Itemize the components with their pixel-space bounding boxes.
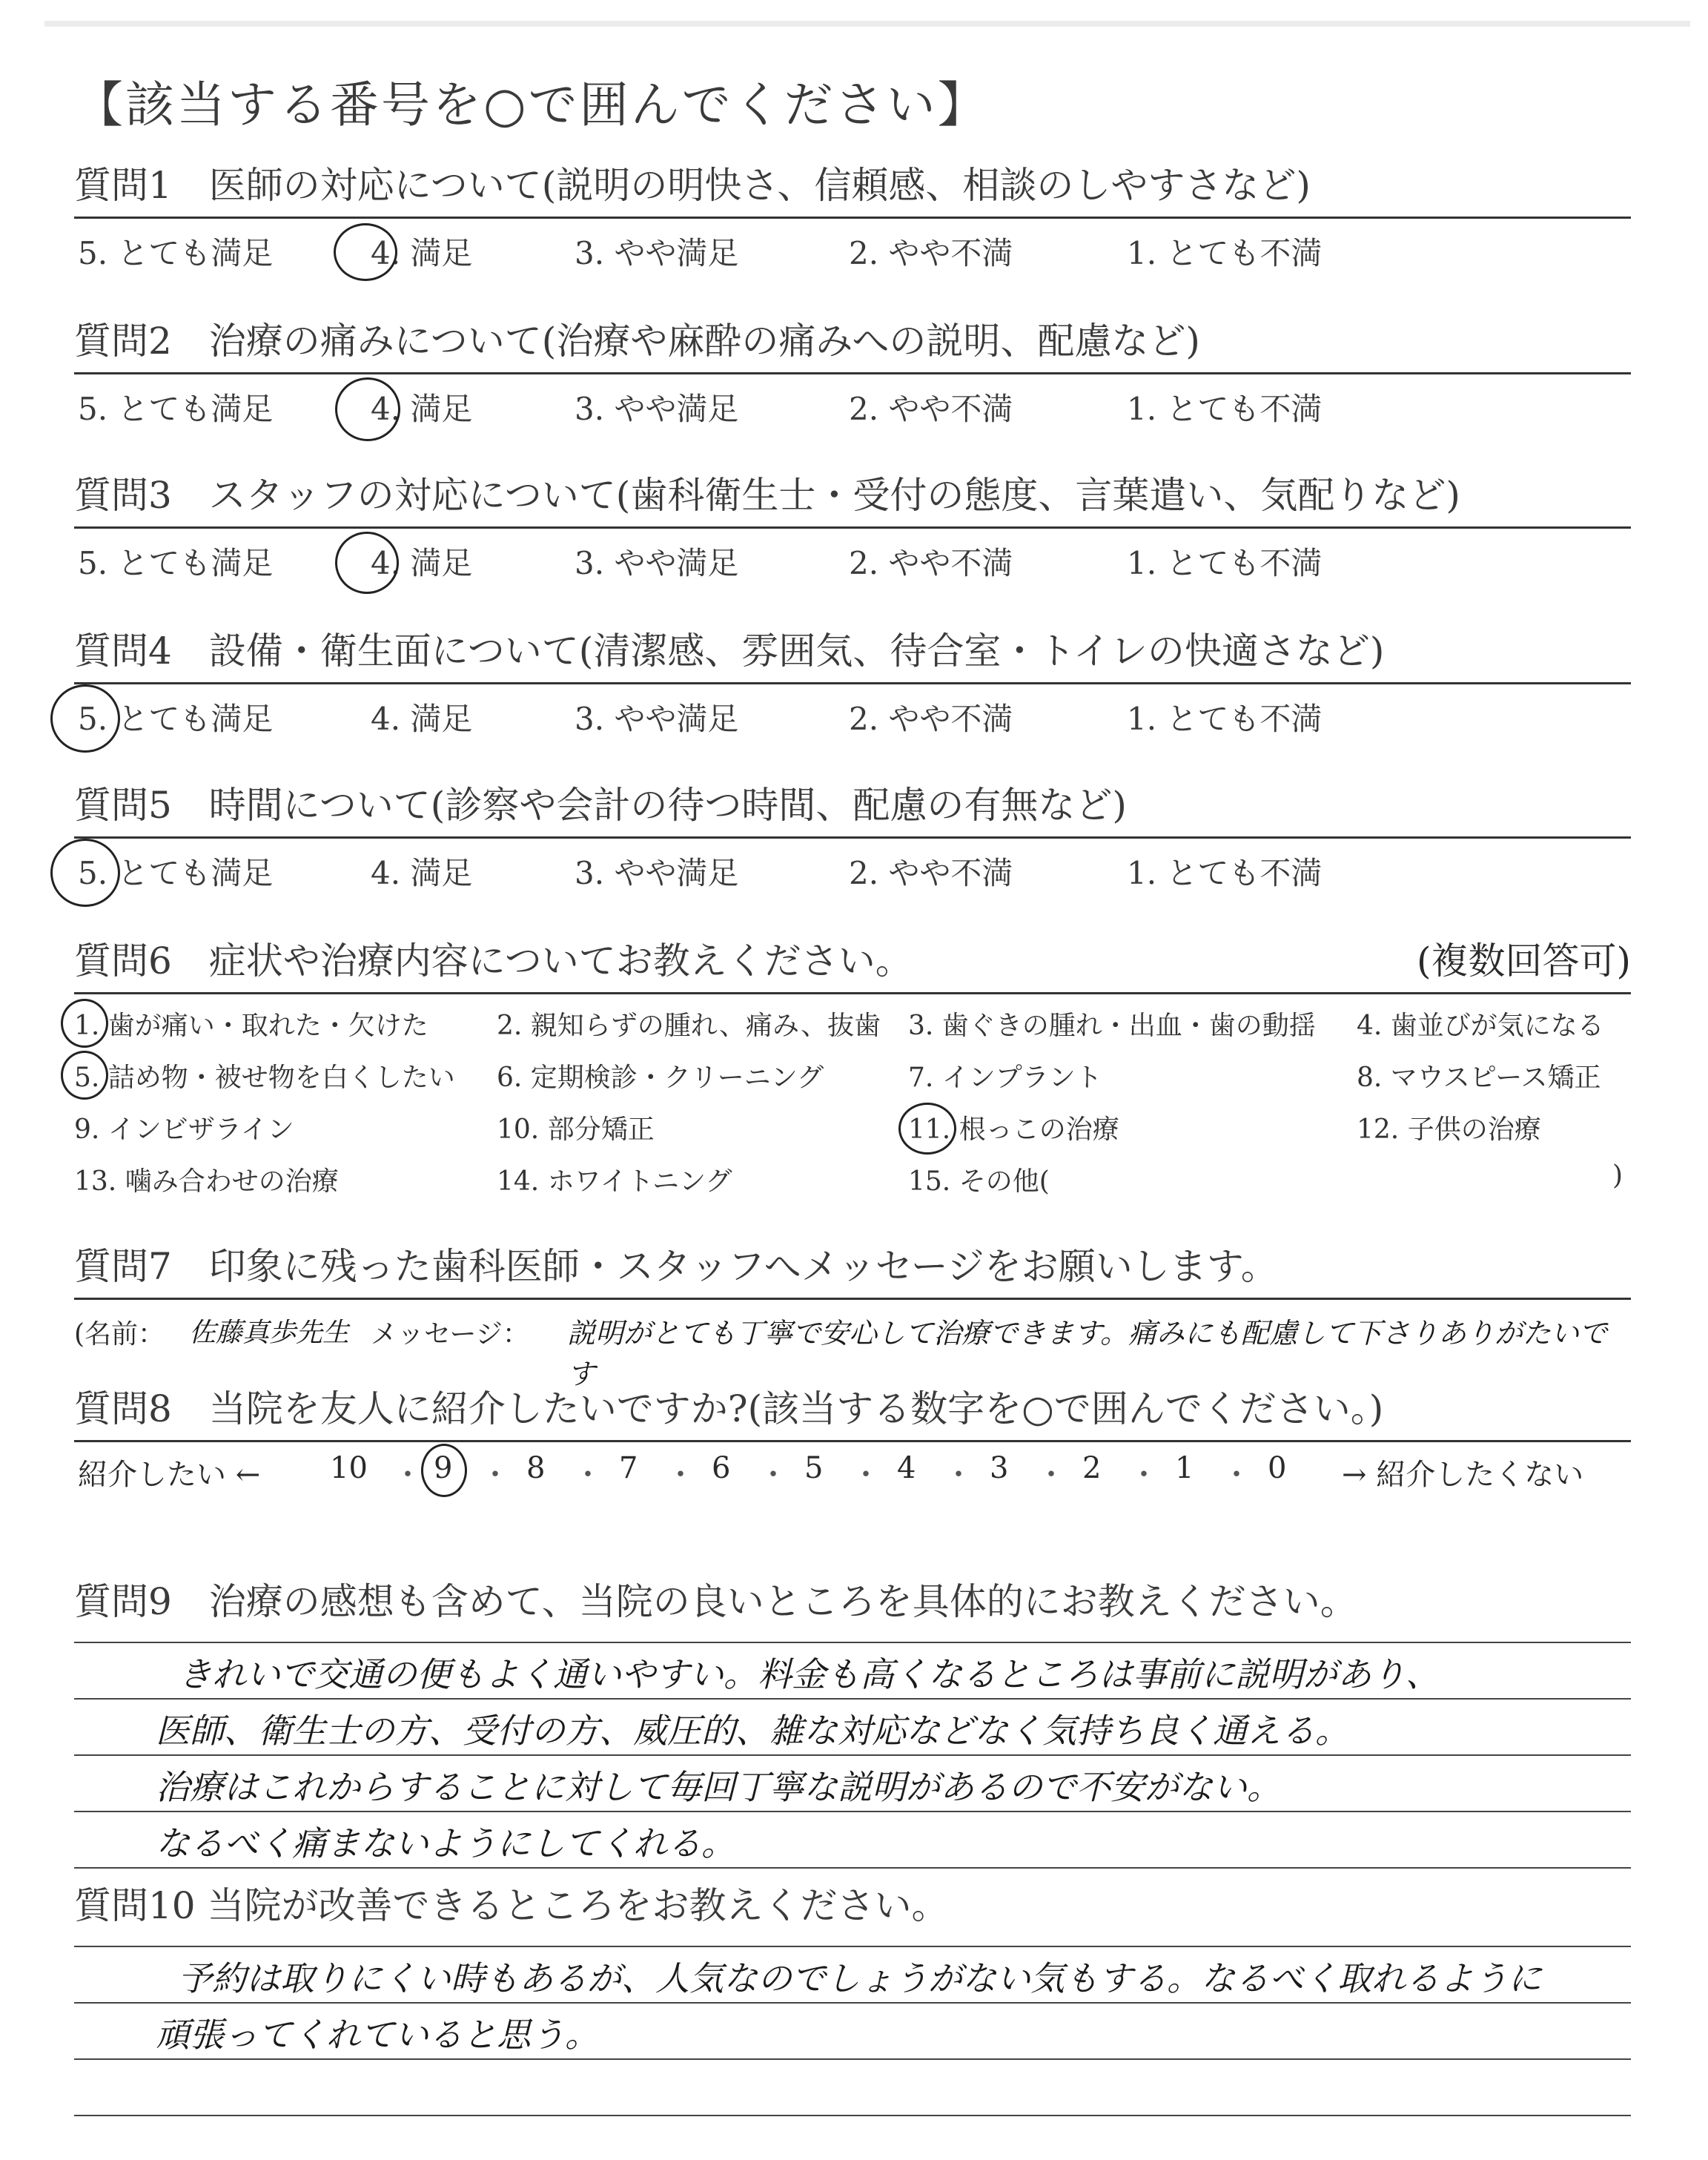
ruled-line [74,2115,1631,2116]
divider [74,526,1631,529]
question-3-options [74,539,1631,591]
scale-separator: ・ [944,1458,973,1492]
symptom-9[interactable]: 9. インビザライン [74,1114,294,1145]
option-4[interactable]: 4. 満足 [371,235,473,271]
question-5-label: 質問5 時間について(診察や会計の待つ時間、配慮の有無など) [74,784,1127,827]
ruled-line [74,1811,1631,1812]
symptom-8[interactable]: 8. マウスピース矯正 [1357,1063,1601,1093]
ruled-line [74,2002,1631,2004]
scale-left-label: 紹介したい ← [78,1458,261,1492]
symptom-4[interactable]: 4. 歯並びが気になる [1357,1011,1604,1041]
answer-lines [74,1642,1631,1869]
option-2[interactable]: 2. やや不満 [849,391,1013,427]
symptom-13[interactable]: 13. 噛み合わせの治療 [74,1166,339,1197]
scale-1[interactable]: 1 [1175,1451,1194,1485]
option-3[interactable]: 3. やや満足 [575,391,739,427]
scale-6[interactable]: 6 [712,1451,731,1485]
scale-8[interactable]: 8 [526,1451,546,1485]
symptom-6[interactable]: 6. 定期検診・クリーニング [497,1063,824,1093]
answer-line-2[interactable]: 医師、衛生士の方、受付の方、威圧的、雑な対応などなく気持ち良く通える。 [156,1711,1349,1751]
ruled-line [74,1754,1631,1756]
ruled-line [74,1642,1631,1643]
divider [74,1440,1631,1442]
option-2[interactable]: 2. やや不満 [849,545,1013,581]
option-4[interactable]: 4. 満足 [371,545,473,581]
option-1[interactable]: 1. とても不満 [1127,855,1323,891]
option-4[interactable]: 4. 満足 [371,855,473,891]
scale-0[interactable]: 0 [1268,1451,1287,1485]
option-1[interactable]: 1. とても不満 [1127,701,1323,737]
question-4-options [74,695,1631,747]
ruled-line [74,1946,1631,1947]
option-3[interactable]: 3. やや満足 [575,545,739,581]
message-row [74,1307,1631,1390]
option-4[interactable]: 4. 満足 [371,701,473,737]
scale-separator: ・ [573,1458,603,1492]
message-label: メッセージ： [371,1319,529,1350]
symptom-14[interactable]: 14. ホワイトニング [497,1166,732,1197]
question-5-options [74,849,1631,901]
option-5[interactable]: 5. とても満足 [78,545,274,581]
message-value[interactable]: 説明がとても丁寧で安心して治療できます。痛みにも配慮して下さりありがたいです [567,1317,1607,1390]
scale-separator: ・ [393,1458,423,1492]
ruled-line [74,1867,1631,1869]
answer-line-4[interactable]: なるべく痛まないようにしてくれる。 [156,1823,735,1863]
symptom-5[interactable]: 5. 詰め物・被せ物を白くしたい [74,1063,455,1093]
recommend-scale [74,1451,1631,1503]
option-3[interactable]: 3. やや満足 [575,855,739,891]
ruled-line [74,1698,1631,1700]
divider [74,682,1631,684]
scale-2[interactable]: 2 [1082,1451,1102,1485]
form-title: 【該当する番号を○で囲んでください】 [74,76,989,133]
answer-line-2[interactable]: 頑張ってくれていると思う。 [156,2015,599,2055]
answer-lines [74,1946,1631,2116]
question-5 [74,776,1631,901]
symptom-options [74,1005,1631,1227]
divider [74,372,1631,374]
symptom-10[interactable]: 10. 部分矯正 [497,1114,655,1145]
question-1 [74,156,1631,281]
scale-4[interactable]: 4 [897,1451,916,1485]
question-1-label: 質問1 医師の対応について(説明の明快さ、信頼感、相談のしやすさなど) [74,164,1311,207]
option-5[interactable]: 5. とても満足 [78,701,274,737]
option-1[interactable]: 1. とても不満 [1127,545,1323,581]
question-6-label: 質問6 症状や治療内容についてお教えください。 [74,939,913,982]
question-10 [74,1876,1631,2116]
question-2 [74,311,1631,437]
option-2[interactable]: 2. やや不満 [849,235,1013,271]
ruled-line [74,2058,1631,2060]
question-6 [74,931,1631,1227]
question-8 [74,1379,1631,1503]
option-3[interactable]: 3. やや満足 [575,701,739,737]
question-2-label: 質問2 治療の痛みについて(治療や麻酔の痛みへの説明、配慮など) [74,320,1200,363]
scale-separator: ・ [666,1458,695,1492]
scale-separator: ・ [1222,1458,1251,1492]
question-10-label: 質問10 当院が改善できるところをお教えください。 [74,1884,949,1927]
divider [74,992,1631,994]
question-4-label: 質問4 設備・衛生面について(清潔感、雰囲気、待合室・トイレの快適さなど) [74,630,1385,673]
question-9 [74,1572,1631,1869]
name-label: (名前： [74,1319,165,1350]
question-8-label: 質問8 当院を友人に紹介したいですか?(該当する数字を○で囲んでください。) [74,1387,1384,1430]
option-5[interactable]: 5. とても満足 [78,235,274,271]
scale-separator: ・ [851,1458,881,1492]
divider [74,1298,1631,1300]
divider [74,836,1631,839]
question-3 [74,466,1631,591]
symptom-3[interactable]: 3. 歯ぐきの腫れ・出血・歯の動揺 [908,1011,1316,1041]
question-3-label: 質問3 スタッフの対応について(歯科衛生士・受付の態度、言葉遣い、気配りなど) [74,474,1460,517]
option-1[interactable]: 1. とても不満 [1127,391,1323,427]
symptom-12[interactable]: 12. 子供の治療 [1357,1114,1541,1145]
question-2-options [74,385,1631,437]
scale-separator: ・ [1036,1458,1066,1492]
name-value[interactable]: 佐藤真歩先生 [189,1318,350,1348]
multiple-answers-note: (複数回答可) [1416,939,1631,982]
symptom-2[interactable]: 2. 親知らずの腫れ、痛み、抜歯 [497,1011,881,1041]
scale-5[interactable]: 5 [804,1451,824,1485]
symptom-7[interactable]: 7. インプラント [908,1063,1102,1093]
scale-separator: ・ [758,1458,788,1492]
question-7-label: 質問7 印象に残った歯科医師・スタッフへメッセージをお願いします。 [74,1245,1278,1288]
symptom-15[interactable]: 15. その他( [908,1166,1050,1197]
question-1-options [74,229,1631,281]
option-3[interactable]: 3. やや満足 [575,235,739,271]
scale-separator: ・ [1129,1458,1159,1492]
scale-9[interactable]: 9 [434,1451,453,1485]
symptom-1[interactable]: 1. 歯が痛い・取れた・欠けた [74,1011,428,1041]
scale-right-label: → 紹介したくない [1342,1458,1584,1492]
other-close-paren: ) [1612,1160,1623,1191]
option-2[interactable]: 2. やや不満 [849,701,1013,737]
answer-line-3[interactable]: 治療はこれからすることに対して毎回丁寧な説明があるので不安がない。 [156,1767,1281,1807]
option-5[interactable]: 5. とても満足 [78,855,274,891]
answer-line-1[interactable]: きれいで交通の便もよく通いやすい。料金も高くなるところは事前に説明があり、 [178,1654,1440,1694]
scale-separator: ・ [480,1458,510,1492]
scale-10[interactable]: 10 [330,1451,368,1485]
option-5[interactable]: 5. とても満足 [78,391,274,427]
option-2[interactable]: 2. やや不満 [849,855,1013,891]
question-9-label: 質問9 治療の感想も含めて、当院の良いところを具体的にお教えください。 [74,1580,1357,1623]
question-7 [74,1237,1631,1390]
option-4[interactable]: 4. 満足 [371,391,473,427]
question-4 [74,621,1631,747]
symptom-11[interactable]: 11. 根っこの治療 [908,1114,1119,1145]
scan-top-edge [44,21,1690,27]
answer-line-1[interactable]: 予約は取りにくい時もあるが、人気なのでしょうがない気もする。なるべく取れるように [178,1958,1542,1998]
divider [74,217,1631,219]
scale-3[interactable]: 3 [990,1451,1009,1485]
scale-7[interactable]: 7 [619,1451,638,1485]
option-1[interactable]: 1. とても不満 [1127,235,1323,271]
